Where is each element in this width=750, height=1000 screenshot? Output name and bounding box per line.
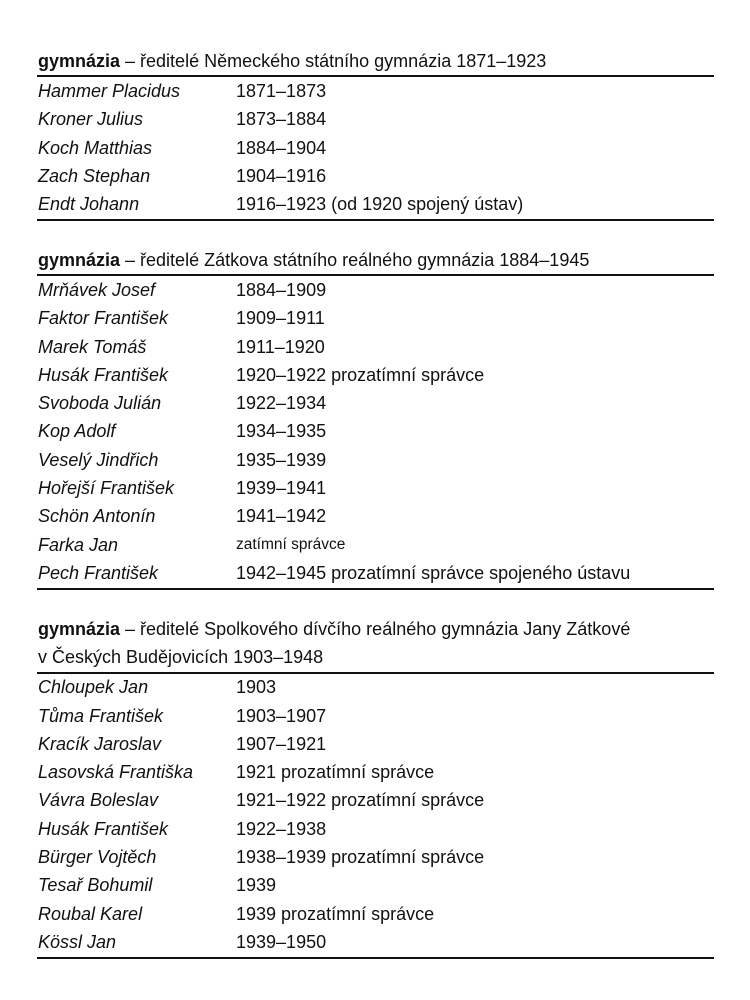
director-years: 1934–1935 bbox=[236, 421, 327, 442]
directors-table-girls-gymnasium bbox=[37, 615, 714, 959]
director-name: Marek Tomáš bbox=[38, 336, 147, 357]
director-years: 1922–1934 bbox=[236, 393, 327, 414]
table-row bbox=[37, 190, 714, 218]
director-years: 1941–1942 bbox=[236, 506, 327, 527]
director-years: 1939 bbox=[236, 875, 277, 896]
table-row bbox=[37, 106, 714, 134]
table-row bbox=[37, 900, 714, 928]
director-name: Tesař Bohumil bbox=[38, 875, 153, 896]
table-row bbox=[37, 730, 714, 758]
table-row bbox=[37, 559, 714, 587]
director-years: 1904–1916 bbox=[236, 165, 327, 186]
table-row bbox=[37, 305, 714, 333]
director-name: Hammer Placidus bbox=[38, 80, 181, 101]
table-body bbox=[37, 674, 714, 959]
table-row bbox=[37, 77, 714, 105]
director-name: Schön Antonín bbox=[38, 506, 156, 527]
director-years: 1903 bbox=[236, 677, 277, 698]
director-name: Vávra Boleslav bbox=[38, 790, 159, 811]
caption-text: – ředitelé Spolkového dívčího reálného gymnázia Jany Zátkové bbox=[120, 619, 631, 639]
director-years: 1939–1941 bbox=[236, 478, 327, 499]
director-name: Mrňávek Josef bbox=[38, 279, 156, 300]
table-caption bbox=[37, 246, 714, 276]
director-name: Hořejší František bbox=[38, 478, 175, 499]
director-name: Endt Johann bbox=[38, 194, 140, 215]
director-years: 1903–1907 bbox=[236, 705, 327, 726]
director-years: 1939 prozatímní správce bbox=[236, 903, 435, 924]
table-row bbox=[37, 389, 714, 417]
director-name: Kop Adolf bbox=[38, 421, 116, 442]
director-years: 1909–1911 bbox=[236, 308, 325, 329]
director-years: 1916–1923 (od 1920 spojený ústav) bbox=[236, 194, 524, 215]
directors-table-german-gymnasium bbox=[37, 47, 714, 221]
table-row bbox=[37, 674, 714, 702]
director-years: 1921 prozatímní správce bbox=[236, 762, 435, 783]
caption-bold: gymnázia bbox=[38, 619, 121, 639]
director-years: 1884–1909 bbox=[236, 279, 327, 300]
caption-bold: gymnázia bbox=[38, 51, 121, 71]
director-years: 1939–1950 bbox=[236, 931, 327, 952]
director-years: 1921–1922 prozatímní správce bbox=[236, 790, 485, 811]
director-name: Husák František bbox=[38, 364, 169, 385]
caption-line-2: v Českých Budějovicích 1903–1948 bbox=[38, 647, 324, 668]
table-row bbox=[37, 758, 714, 786]
director-years: 1922–1938 bbox=[236, 818, 327, 839]
table-row bbox=[37, 276, 714, 304]
director-name: Lasovská Františka bbox=[38, 762, 194, 783]
table-row bbox=[37, 446, 714, 474]
table-row bbox=[37, 503, 714, 531]
director-years: 1873–1884 bbox=[236, 109, 327, 130]
table-row bbox=[37, 702, 714, 730]
director-name: Roubal Karel bbox=[38, 903, 143, 924]
director-name: Kracík Jaroslav bbox=[38, 733, 162, 754]
director-years: zatímní správce bbox=[236, 536, 346, 554]
table-row bbox=[37, 531, 714, 559]
director-name: Koch Matthias bbox=[38, 137, 153, 158]
caption-bold: gymnázia bbox=[38, 250, 121, 270]
director-name: Faktor František bbox=[38, 308, 169, 329]
caption-text: – ředitelé Německého státního gymnázia 1871–1923 bbox=[120, 51, 547, 71]
table-row bbox=[37, 418, 714, 446]
caption-line-1 bbox=[38, 615, 714, 643]
director-years: 1884–1904 bbox=[236, 137, 327, 158]
table-row bbox=[37, 474, 714, 502]
director-name: Pech František bbox=[38, 562, 159, 583]
table-row bbox=[37, 928, 714, 956]
directors-table-zatka-gymnasium bbox=[37, 246, 714, 590]
table-row bbox=[37, 162, 714, 190]
table-row bbox=[37, 815, 714, 843]
director-years: 1942–1945 prozatímní správce spojeného ústavu bbox=[236, 562, 631, 583]
director-years: 1935–1939 bbox=[236, 449, 327, 470]
director-name: Zach Stephan bbox=[38, 165, 151, 186]
table-row bbox=[37, 361, 714, 389]
director-years: 1871–1873 bbox=[236, 80, 327, 101]
table-body bbox=[37, 276, 714, 589]
table-body bbox=[37, 77, 714, 220]
table-caption bbox=[37, 47, 714, 77]
director-years: 1907–1921 bbox=[236, 733, 327, 754]
director-name: Farka Jan bbox=[38, 534, 119, 555]
director-name: Chloupek Jan bbox=[38, 677, 149, 698]
table-row bbox=[37, 843, 714, 871]
director-years: 1920–1922 prozatímní správce bbox=[236, 364, 485, 385]
director-name: Kroner Julius bbox=[38, 109, 144, 130]
director-name: Tůma František bbox=[38, 705, 164, 726]
director-name: Kössl Jan bbox=[38, 931, 117, 952]
director-years: 1938–1939 prozatímní správce bbox=[236, 847, 485, 868]
caption-text: – ředitelé Zátkova státního reálného gymnázia 1884–1945 bbox=[120, 250, 590, 270]
table-caption bbox=[37, 615, 714, 674]
table-row bbox=[37, 872, 714, 900]
director-name: Husák František bbox=[38, 818, 169, 839]
table-row bbox=[37, 134, 714, 162]
table-row bbox=[37, 333, 714, 361]
director-name: Veselý Jindřich bbox=[38, 449, 159, 470]
director-name: Svoboda Julián bbox=[38, 393, 162, 414]
director-years: 1911–1920 bbox=[236, 336, 325, 357]
director-name: Bürger Vojtěch bbox=[38, 847, 157, 868]
table-row bbox=[37, 787, 714, 815]
